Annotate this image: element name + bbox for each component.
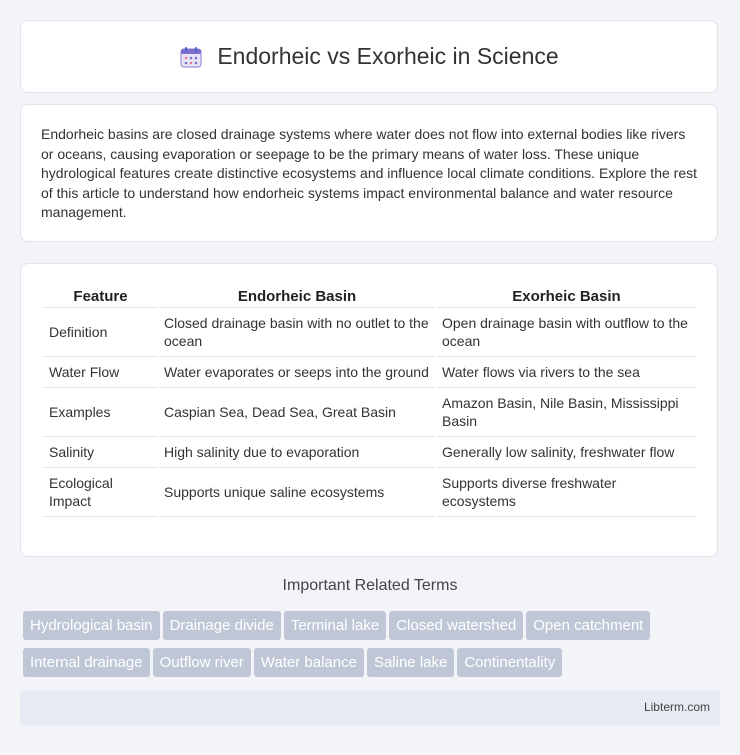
related-term-tag[interactable]: Hydrological basin xyxy=(23,611,160,640)
table-header-row xyxy=(44,286,696,308)
table-cell: Caspian Sea, Dead Sea, Great Basin xyxy=(159,388,435,437)
calendar-icon xyxy=(179,45,203,69)
table-cell: Water evaporates or seeps into the ground xyxy=(159,357,435,388)
table-cell: Amazon Basin, Nile Basin, Mississippi Basin xyxy=(437,388,696,437)
related-term-tag[interactable]: Closed watershed xyxy=(389,611,523,640)
table-cell: Salinity xyxy=(44,437,157,468)
header-card xyxy=(20,20,718,93)
table-row xyxy=(44,308,696,357)
related-term-tag[interactable]: Drainage divide xyxy=(163,611,281,640)
footer xyxy=(20,691,720,725)
table-cell: Water flows via rivers to the sea xyxy=(437,357,696,388)
related-term-tag[interactable]: Terminal lake xyxy=(284,611,386,640)
table-cell: Supports diverse freshwater ecosystems xyxy=(437,468,696,517)
table-cell: Water Flow xyxy=(44,357,157,388)
table-row xyxy=(44,357,696,388)
table-row xyxy=(44,437,696,468)
column-header: Endorheic Basin xyxy=(159,286,435,308)
table-row xyxy=(44,388,696,437)
table-cell: Generally low salinity, freshwater flow xyxy=(437,437,696,468)
column-header: Exorheic Basin xyxy=(437,286,696,308)
table-cell: Supports unique saline ecosystems xyxy=(159,468,435,517)
table-cell: Ecological Impact xyxy=(44,468,157,517)
page-title: Endorheic vs Exorheic in Science xyxy=(217,43,559,69)
comparison-card xyxy=(20,263,718,557)
intro-text: Endorheic basins are closed drainage systems where water does not flow into external bodies like rivers or oceans, causing evaporation or seepage to be the primary means of water loss. These unique hydrological features create distinctive ecosystems and influence local climate conditions. Explore the rest of this article to understand how endorheic systems impact environmental balance and water resource management. xyxy=(41,126,697,221)
related-term-tag[interactable]: Open catchment xyxy=(526,611,650,640)
comparison-table xyxy=(42,286,698,517)
table-cell: Open drainage basin with outflow to the ocean xyxy=(437,308,696,357)
related-term-tag[interactable]: Water balance xyxy=(254,648,364,677)
related-term-tag[interactable]: Saline lake xyxy=(367,648,454,677)
table-cell: High salinity due to evaporation xyxy=(159,437,435,468)
table-cell: Definition xyxy=(44,308,157,357)
related-term-tag[interactable]: Continentality xyxy=(457,648,562,677)
table-row xyxy=(44,468,696,517)
related-term-tag[interactable]: Outflow river xyxy=(153,648,251,677)
related-terms-list xyxy=(23,611,723,685)
table-cell: Examples xyxy=(44,388,157,437)
related-terms-title: Important Related Terms xyxy=(282,577,458,594)
intro-card xyxy=(20,104,718,242)
column-header: Feature xyxy=(44,286,157,308)
table-cell: Closed drainage basin with no outlet to the ocean xyxy=(159,308,435,357)
related-term-tag[interactable]: Internal drainage xyxy=(23,648,150,677)
footer-site-link[interactable]: Libterm.com xyxy=(643,700,710,714)
